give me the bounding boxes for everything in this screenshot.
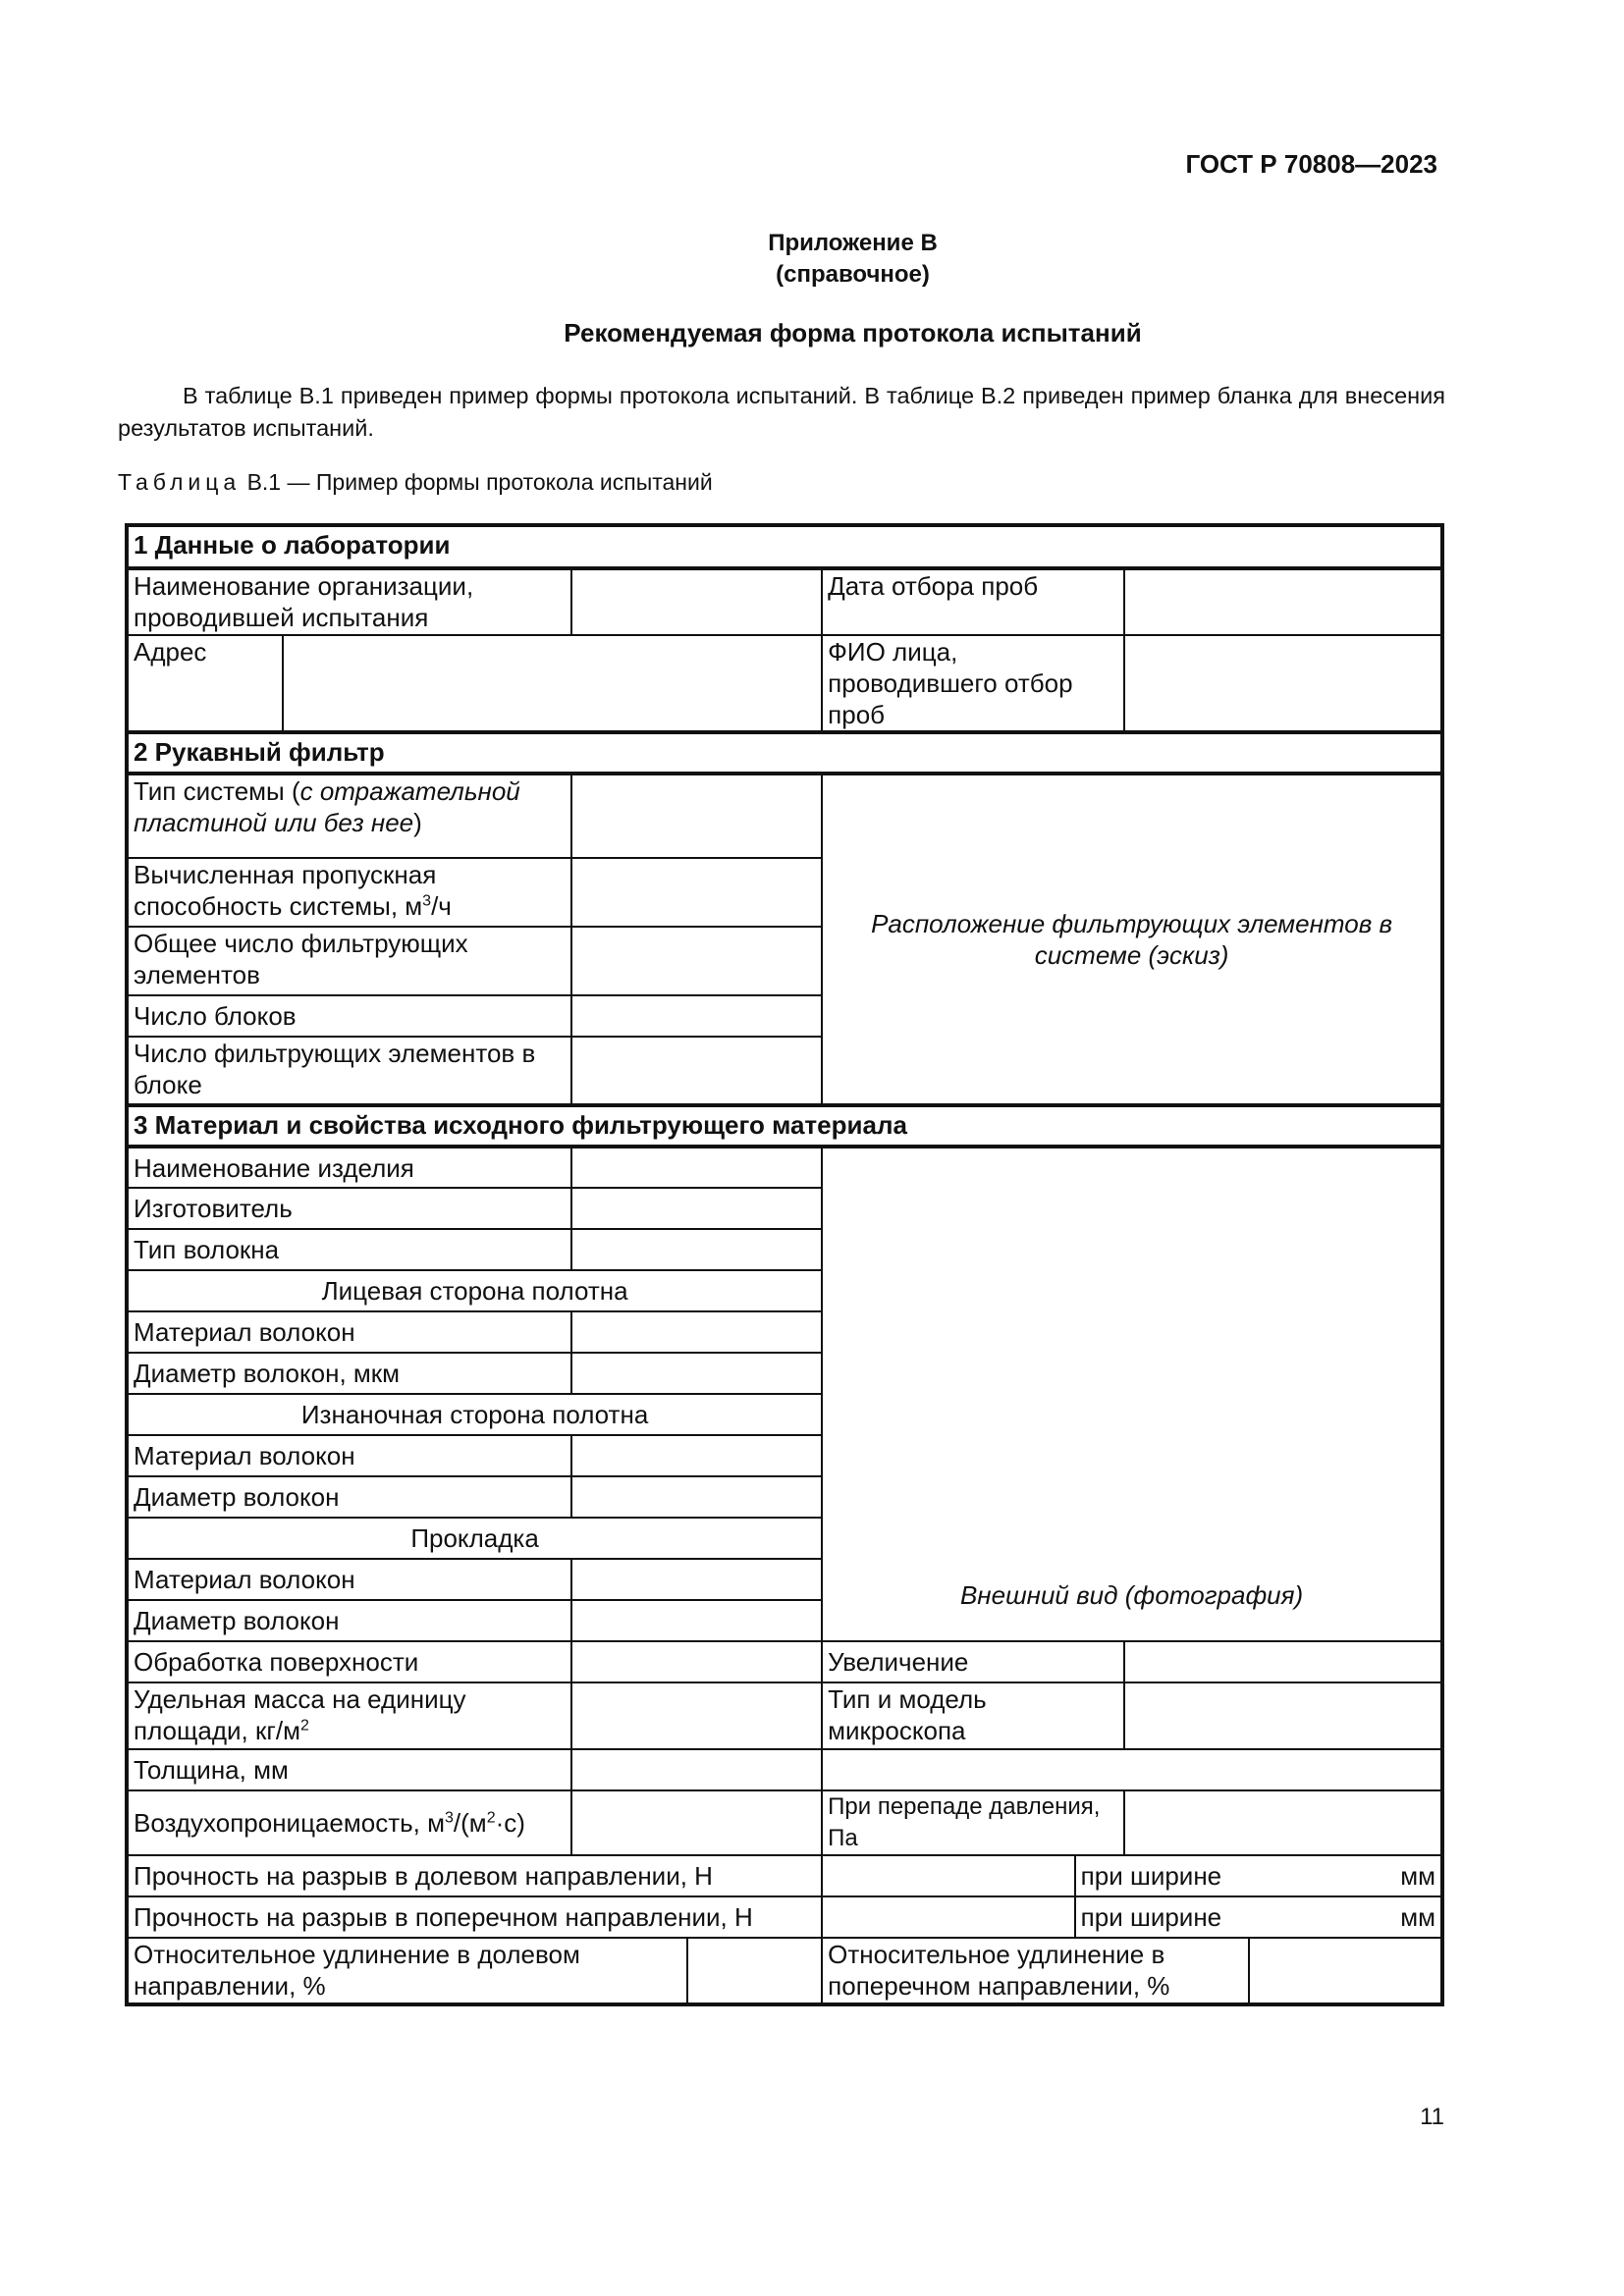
label-system-type	[127, 774, 571, 858]
section-1-title: 1 Данные о лаборатории	[127, 525, 1442, 568]
tensile-cd-mm: мм	[1400, 1902, 1435, 1932]
field-air-permeability[interactable]	[571, 1790, 822, 1855]
system-type-prefix: Тип системы (	[134, 776, 300, 806]
capacity-label: Вычисленная пропускная способность системы, м	[134, 860, 437, 921]
field-manufacturer[interactable]	[571, 1188, 822, 1229]
field-system-type[interactable]	[571, 774, 822, 858]
section-2-title: 2 Рукавный фильтр	[127, 732, 1442, 774]
label-capacity	[127, 858, 571, 927]
label-address: Адрес	[127, 635, 283, 732]
label-sampler: ФИО лица, проводившего отбор проб	[822, 635, 1124, 732]
field-sampler[interactable]	[1124, 635, 1442, 732]
capacity-unit: /ч	[431, 891, 452, 921]
label-microscope: Тип и модель микроскопа	[822, 1682, 1124, 1749]
table-caption-prefix: Таблица	[118, 469, 242, 495]
label-mass	[127, 1682, 571, 1749]
form-title: Рекомендуемая форма протокола испытаний	[564, 318, 1142, 347]
subhead-back-side: Изнаночная сторона полотна	[127, 1394, 822, 1435]
field-capacity[interactable]	[571, 858, 822, 927]
annex-type: (справочное)	[776, 261, 930, 288]
label-elong-md: Относительное удлинение в долевом направлении, %	[127, 1938, 687, 2004]
annex-heading	[0, 228, 1624, 291]
section-3-title: 3 Материал и свойства исходного фильтрующего материала	[127, 1105, 1442, 1147]
field-blocks[interactable]	[571, 995, 822, 1037]
field-org-name[interactable]	[571, 568, 822, 635]
label-thickness: Толщина, мм	[127, 1749, 571, 1790]
air-perm-b: /(м	[453, 1808, 487, 1838]
label-sample-date: Дата отбора проб	[822, 568, 1124, 635]
air-perm-exp1: 3	[445, 1809, 454, 1827]
field-fiber-material-1[interactable]	[571, 1311, 822, 1353]
page-number: 11	[1420, 2104, 1444, 2130]
field-magnification[interactable]	[1124, 1641, 1442, 1682]
air-perm-exp2: 2	[486, 1809, 496, 1827]
label-magnification: Увеличение	[822, 1641, 1124, 1682]
test-protocol-form-table	[125, 523, 1444, 2006]
system-type-italic: с отражательной пластиной или без нее	[134, 776, 520, 837]
label-surface-treatment: Обработка поверхности	[127, 1641, 571, 1682]
label-fiber-type: Тип волокна	[127, 1229, 571, 1270]
label-fiber-material-2: Материал волокон	[127, 1435, 571, 1476]
field-pressure-drop[interactable]	[1124, 1790, 1442, 1855]
air-perm-c: ·с)	[495, 1808, 525, 1838]
mass-label: Удельная масса на единицу площади, кг/м	[134, 1684, 466, 1745]
label-fiber-diameter-1: Диаметр волокон, мкм	[127, 1353, 571, 1394]
intro-paragraph	[118, 380, 1445, 445]
capacity-exp: 3	[422, 892, 432, 910]
field-address[interactable]	[283, 635, 822, 732]
subhead-spacer: Прокладка	[127, 1518, 822, 1559]
field-thickness-extra[interactable]	[822, 1749, 1442, 1790]
intro-text: В таблице В.1 приведен пример формы протокола испытаний. В таблице В.2 приведен пример бланка для внесения результатов испытаний.	[118, 383, 1445, 441]
label-tensile-md: Прочность на разрыв в долевом направлении, Н	[127, 1855, 822, 1896]
mass-exp: 2	[299, 1717, 309, 1735]
layout-sketch-label: Расположение фильтрующих элементов в системе (эскиз)	[871, 909, 1393, 970]
table-caption	[118, 469, 713, 496]
air-perm-a: Воздухопроницаемость, м	[134, 1808, 446, 1838]
field-mass[interactable]	[571, 1682, 822, 1749]
field-elements-per-block[interactable]	[571, 1037, 822, 1105]
tensile-md-width-label: при ширине	[1080, 1861, 1222, 1891]
label-blocks: Число блоков	[127, 995, 571, 1037]
tensile-md-width[interactable]	[1075, 1855, 1442, 1896]
field-tensile-md[interactable]	[822, 1855, 1075, 1896]
field-total-elements[interactable]	[571, 927, 822, 995]
label-air-permeability	[127, 1790, 571, 1855]
photo-area[interactable]	[822, 1147, 1442, 1641]
field-fiber-material-3[interactable]	[571, 1559, 822, 1600]
label-fiber-diameter-3: Диаметр волокон	[127, 1600, 571, 1641]
field-elong-cd[interactable]	[1249, 1938, 1442, 2004]
field-thickness[interactable]	[571, 1749, 822, 1790]
label-manufacturer: Изготовитель	[127, 1188, 571, 1229]
field-sample-date[interactable]	[1124, 568, 1442, 635]
annex-title: Приложение В	[768, 230, 938, 256]
label-pressure-drop: При перепаде давления, Па	[822, 1790, 1124, 1855]
label-product-name: Наименование изделия	[127, 1147, 571, 1188]
tensile-cd-width-label: при ширине	[1080, 1902, 1222, 1932]
label-elements-per-block: Число фильтрующих элементов в блоке	[127, 1037, 571, 1105]
subhead-face-side: Лицевая сторона полотна	[127, 1270, 822, 1311]
table-caption-text: В.1 — Пример формы протокола испытаний	[246, 469, 713, 495]
tensile-md-mm: мм	[1400, 1861, 1435, 1891]
field-product-name[interactable]	[571, 1147, 822, 1188]
label-total-elements: Общее число фильтрующих элементов	[127, 927, 571, 995]
field-fiber-diameter-2[interactable]	[571, 1476, 822, 1518]
label-fiber-material-1: Материал волокон	[127, 1311, 571, 1353]
label-fiber-diameter-2: Диаметр волокон	[127, 1476, 571, 1518]
field-tensile-cd[interactable]	[822, 1896, 1075, 1938]
tensile-cd-width[interactable]	[1075, 1896, 1442, 1938]
field-microscope[interactable]	[1124, 1682, 1442, 1749]
field-fiber-diameter-3[interactable]	[571, 1600, 822, 1641]
label-elong-cd: Относительное удлинение в поперечном направлении, %	[822, 1938, 1249, 2004]
system-type-suffix: )	[413, 808, 422, 837]
appearance-photo-label: Внешний вид (фотография)	[959, 1580, 1304, 1610]
field-surface-treatment[interactable]	[571, 1641, 822, 1682]
label-org-name: Наименование организации, проводившей испытания	[127, 568, 571, 635]
label-tensile-cd: Прочность на разрыв в поперечном направлении, Н	[127, 1896, 822, 1938]
field-fiber-type[interactable]	[571, 1229, 822, 1270]
layout-sketch-area[interactable]	[822, 774, 1442, 1105]
field-fiber-diameter-1[interactable]	[571, 1353, 822, 1394]
label-fiber-material-3: Материал волокон	[127, 1559, 571, 1600]
field-fiber-material-2[interactable]	[571, 1435, 822, 1476]
field-elong-md[interactable]	[687, 1938, 822, 2004]
standard-number: ГОСТ Р 70808—2023	[1185, 149, 1437, 179]
